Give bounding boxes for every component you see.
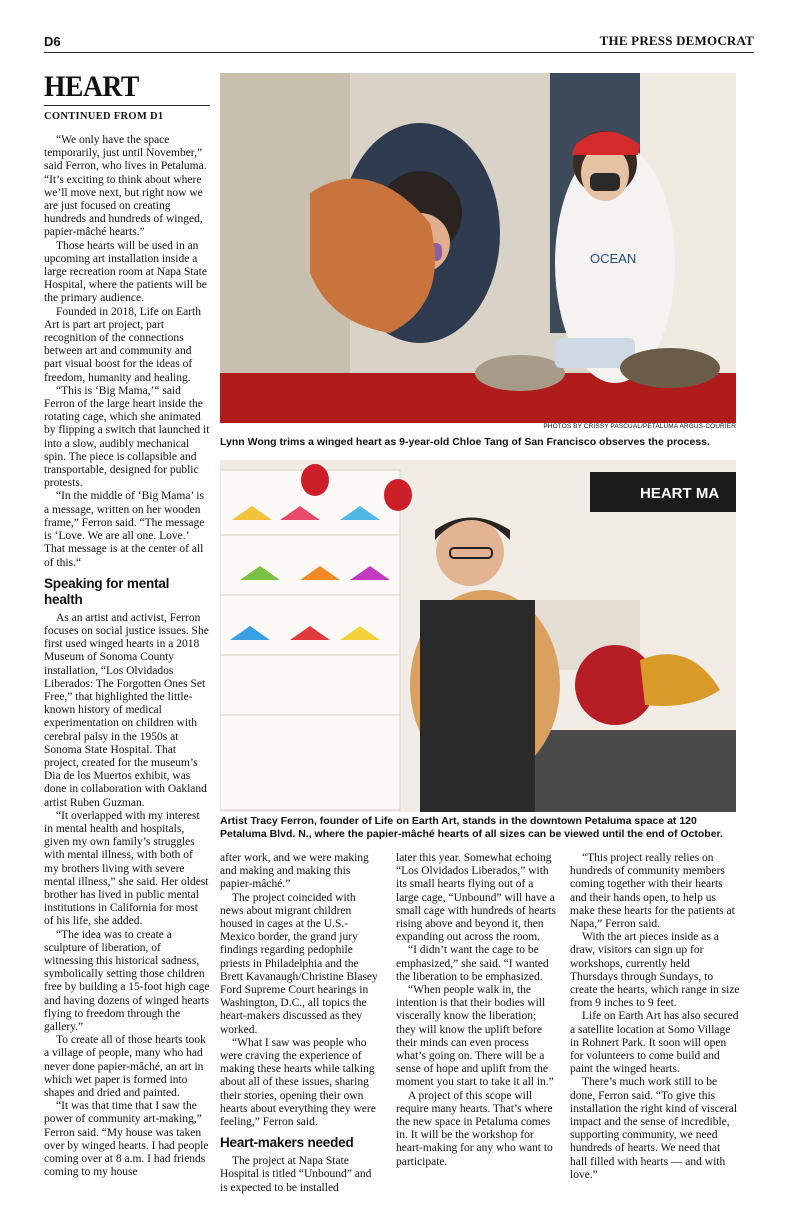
photo-2-illustration xyxy=(220,460,736,812)
photo-tracy-ferron xyxy=(220,460,736,812)
paragraph: “This is ‘Big Mama,’“ said Ferron of the large heart inside the rotating cage, which she animated by flipping a switch that launched it into a slow, audibly mechanical spin. The piece is collapsible and transportable, designed for public protests. xyxy=(44,384,210,490)
paragraph: “I didn’t want the cage to be emphasized,” she said. “I wanted the liberation to be emphasized. xyxy=(396,944,549,983)
paragraph: With the art pieces inside as a draw, visitors can sign up for workshops, currently held Thursdays through Sundays, to create the hearts, which range in size from 9 inches to 9 feet. xyxy=(570,931,740,1010)
paragraph: Life on Earth Art has also secured a satellite location at Somo Village in Rohnert Park. It soon will open for volunteers to come build and paint the winged hearts. xyxy=(570,1010,739,1076)
paragraph: A project of this scope will require many hearts. That’s where the new space in Petaluma comes in. It will be the workshop for heart-making for any who want to participate. xyxy=(396,1089,553,1168)
article-column-4 xyxy=(570,852,740,1182)
paragraph: Founded in 2018, Life on Earth Art is part art project, part recognition of the connections between art and community and part visual boost for the ideas of freedom, humanity and healing. xyxy=(44,305,202,384)
newspaper-name: THE PRESS DEMOCRAT xyxy=(599,33,754,48)
page-folio: D6 xyxy=(44,34,61,49)
paragraph: later this year. Somewhat echoing “Los Olvidados Liberados,” with its small hearts flying out of a large cage, “Unbound” will have a small cage with hundreds of hearts rising above and beyond it, then expanding out across the room. xyxy=(396,852,556,944)
photo-1-illustration xyxy=(220,73,736,423)
paragraph: “This project really relies on hundreds of community members coming together with their hearts and their hands open, to help us make these hearts for the patients at Napa,” Ferron said. xyxy=(570,852,735,931)
paragraph: There’s much work still to be done, Ferron said. “To give this installation the right kind of visceral impact and the sense of incredible, supporting community, we need hundreds of hearts. We need that hall filled with hearts — and with love.” xyxy=(570,1076,738,1181)
article-column-3 xyxy=(396,852,556,1169)
paragraph: “It overlapped with my interest in mental health and hospitals, given my own family’s struggles with mental illness, with both of my brothers living with severe mental illness,” she said. Her oldest brother has lived in public mental institutions in California for most of his life, she added. xyxy=(44,809,209,928)
paragraph: “The idea was to create a sculpture of liberation, of witnessing this historical sadness, symbolically setting those children free by building a 15-foot high cage and having dozens of winged hearts flying to freedom through the gallery.” xyxy=(44,928,210,1033)
photo-caption-1: Lynn Wong trims a winged heart as 9-year-old Chloe Tang of San Francisco observes the process. xyxy=(220,436,710,448)
paragraph: The project coincided with news about migrant children housed in cages at the U.S.-Mexico border, the grand jury findings regarding pedophile priests in Philadelphia and the Brett Kavanaugh/Christine Blasey Ford Supreme Court hearings in Washington, D.C., all topics the heart-makers discussed as they worked. xyxy=(220,891,378,1036)
article-column-1 xyxy=(44,134,210,1179)
photo-credit: PHOTOS BY CRISSY PASCUAL/PETALUMA ARGUS-COURIER xyxy=(543,423,736,430)
subhead-mental-health: Speaking for mental health xyxy=(44,575,170,607)
paragraph: “What I saw was people who were craving the experience of making these hearts while talking about all of these issues, sharing their stories, opening their own hearts about everything they were feeling,” Ferron said. xyxy=(220,1036,376,1129)
paragraph: Those hearts will be used in an upcoming art installation inside a large recreation room at Napa State Hospital, where the patients will be the primary audience. xyxy=(44,239,207,305)
continued-label: CONTINUED FROM D1 xyxy=(44,111,164,122)
photo-lynn-wong xyxy=(220,73,736,423)
subhead-heart-makers: Heart-makers needed xyxy=(220,1135,354,1151)
paragraph: “In the middle of ‘Big Mama’ is a message, written on her wooden frame,” Ferron said. “The message is ‘Love. We are all one. Love.’ That message is at the center of all of this.“ xyxy=(44,490,205,569)
shop-sign-text: HEART MA xyxy=(640,485,720,502)
paragraph: As an artist and activist, Ferron focuses on social justice issues. She first used winged hearts in a 2018 Museum of Sonoma County installation, “Los Olvidados Liberados: The Forgotten Ones Set Free,” that highlighted the little-known history of medical experimentation on children with cerebral palsy in the 1950s at Sonoma State Hospital. That project, created for the museum’s Dia de los Muertos exhibit, was done in collaboration with Oakland artist Ruben Guzman. xyxy=(44,611,209,809)
paragraph: “It was that time that I saw the power of community art-making,” Ferron said. “My house was taken over by winged hearts. I had people coming over at 8 a.m. I had friends coming to my house xyxy=(44,1100,209,1179)
article-column-2 xyxy=(220,852,380,1195)
paragraph: after work, and we were making and making and making this papier-mâché.” xyxy=(220,852,369,891)
shirt-text: OCEAN xyxy=(590,251,637,266)
paragraph: “We only have the space temporarily, just until November,” said Ferron, who lives in Petaluma. “It’s exciting to think about where we’ll move next, but right now we are just focused on creating hundreds and hundreds of winged, papier-mâché hearts.” xyxy=(44,134,207,239)
article-headline: HEART xyxy=(44,70,139,103)
paragraph: “When people walk in, the intention is that their bodies will viscerally know the liberation; they will know the uplift before their minds can even process what’s going on. There will be a sense of hope and uplift from the moment you start to take it all in.” xyxy=(396,984,554,1089)
paragraph: To create all of those hearts took a village of people, many who had never done papier-mâché, an art in which wet paper is formed into shapes and dried and painted. xyxy=(44,1034,206,1100)
top-rule xyxy=(44,52,754,53)
headline-rule xyxy=(44,105,210,106)
paragraph: The project at Napa State Hospital is titled “Unbound” and is expected to be installed xyxy=(220,1155,372,1194)
photo-caption-2: Artist Tracy Ferron, founder of Life on Earth Art, stands in the downtown Petaluma space at 120 Petaluma Blvd. N., where the papier-mâché hearts of all sizes can be viewed until the end of October. xyxy=(220,815,723,840)
